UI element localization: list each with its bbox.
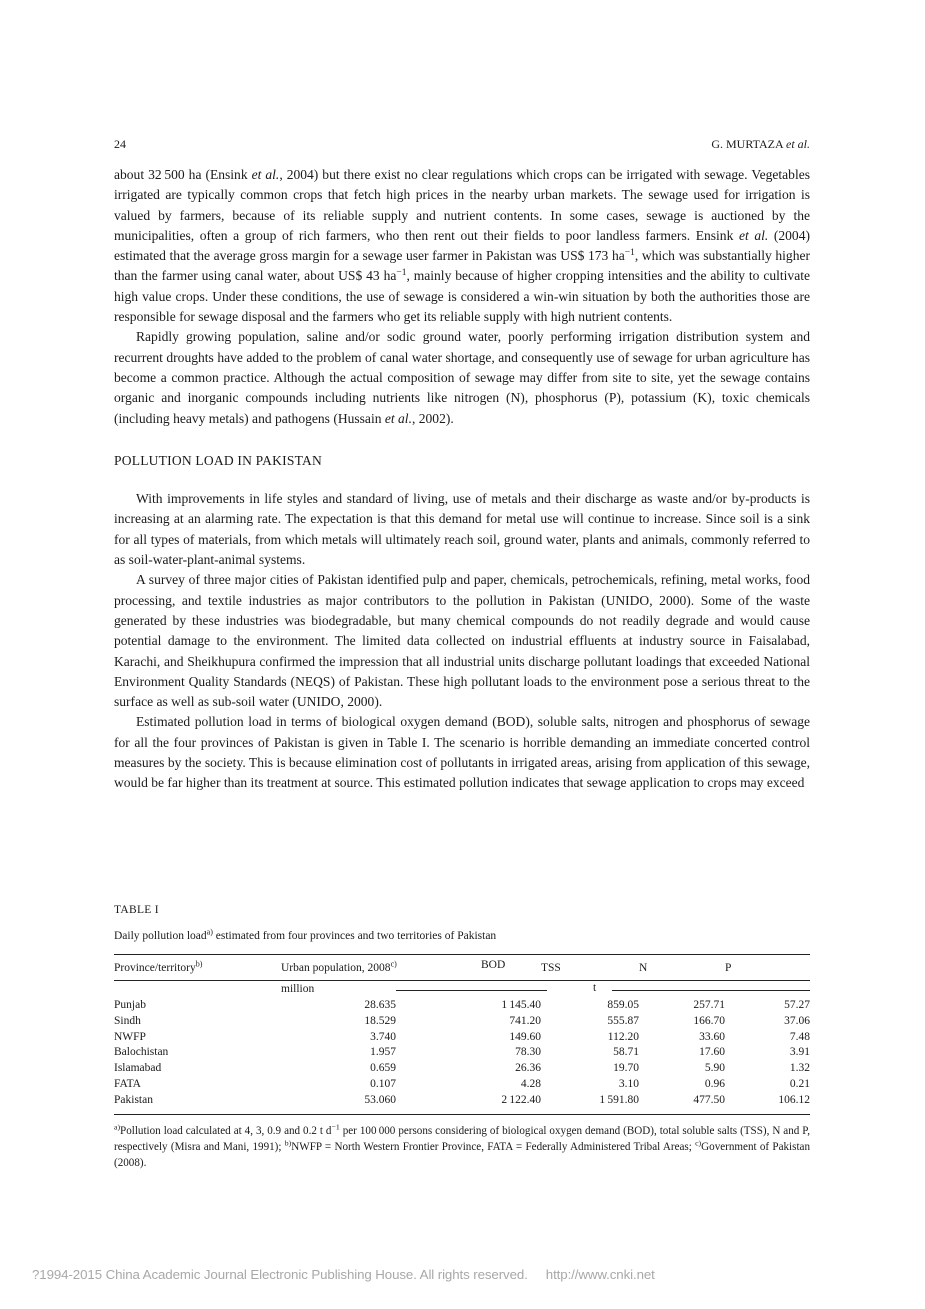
paragraph-5: Estimated pollution load in terms of biological oxygen demand (BOD), soluble salts, nitrogen and phosphorus of sewage for all the four provinces of Pakistan is given in Table I. The scenario is horrible demanding an immediate concerted control measures by the society. This is because elimination cost of pollutants in irrigated areas, arising from application of this sewage, would be far higher than its treatment at source. This estimated pollution indicates that sewage application to crops may exceed [114, 714, 810, 791]
footnote-mark-a: a) [114, 1122, 121, 1132]
cell-n: 257.71 [693, 999, 725, 1011]
authors-name: G. MURTAZA [711, 137, 786, 151]
footnote-c-text: Government of Pakistan (2008). [114, 1140, 810, 1169]
cell-tss: 1 591.80 [599, 1093, 639, 1106]
header-population-text: Urban population, 2008 [281, 961, 391, 974]
table-caption [114, 927, 810, 946]
cell-tss: 555.87 [607, 1014, 639, 1027]
header-p: P [725, 961, 732, 974]
cell-n: 0.96 [704, 1077, 725, 1090]
cell-province: FATA [114, 1077, 141, 1090]
cell-province: Punjab [114, 999, 146, 1011]
cell-n: 5.90 [704, 1062, 725, 1075]
cell-p: 37.06 [784, 1014, 810, 1027]
cell-province: Sindh [114, 1014, 141, 1027]
p1-text-e: , mainly because of higher cropping intensities and the ability to cultivate high value crops. Under these conditions, the use of sewage is considered a win-win situation by both the authorities those are responsible for sewage disposal and the farmers who get its reliable supply with high nutrient contents. [114, 268, 810, 325]
cell-p: 3.91 [789, 1046, 810, 1059]
cell-bod: 26.36 [515, 1062, 541, 1075]
units-bracket-right [612, 990, 810, 991]
cell-bod: 4.28 [520, 1077, 541, 1090]
header-province-text: Province/territory [114, 961, 196, 974]
header-n: N [639, 961, 648, 974]
paragraph-3: With improvements in life styles and standard of living, use of metals and their discharge as waste and/or by-products is increasing at an alarming rate. The expectation is that this demand for metal use will continue to increase. Since soil is a sink for all types of materials, from which metals will ultimately reach soil, ground water, plants and animals, commonly referred to as soil-water-plant-animal systems. [114, 491, 810, 568]
cell-province: Islamabad [114, 1062, 162, 1075]
units-province-empty [114, 981, 281, 998]
table-row [114, 1014, 810, 1030]
table-row [114, 1045, 810, 1061]
paragraph-2 [114, 327, 810, 428]
cell-province: Balochistan [114, 1046, 169, 1059]
footnote-b-text: NWFP = North Western Frontier Province, FATA = Federally Administered Tribal Areas; [291, 1140, 696, 1153]
watermark-copyright: ?1994-2015 China Academic Journal Electronic Publishing House. All rights reserved. [32, 1267, 528, 1282]
cell-province: Pakistan [114, 1093, 153, 1106]
header-tss: TSS [541, 961, 561, 974]
header-province-mark: b) [195, 959, 203, 969]
cell-p: 0.21 [789, 1077, 810, 1090]
cell-population: 18.529 [364, 1014, 396, 1027]
copyright-watermark [32, 1267, 655, 1282]
table-bottom-rule [114, 1114, 810, 1115]
cell-p: 106.12 [778, 1093, 810, 1106]
caption-text-a: Daily pollution load [114, 930, 207, 942]
cell-bod: 741.20 [509, 1014, 541, 1027]
units-loads-label: t [593, 982, 597, 994]
footnote-a-text-1: Pollution load calculated at 4, 3, 0.9 and 0.2 t d [120, 1124, 332, 1137]
cell-tss: 112.20 [607, 1030, 639, 1043]
cell-bod: 1 145.40 [501, 999, 541, 1011]
cell-population: 0.107 [370, 1077, 396, 1090]
caption-footnote-mark: a) [206, 927, 213, 937]
table-header-row [114, 955, 810, 980]
table-row [114, 1030, 810, 1046]
units-bracket-left [396, 990, 547, 991]
units-loads [396, 981, 810, 998]
cell-tss: 58.71 [613, 1046, 639, 1059]
p2-text-a: Rapidly growing population, saline and/or sodic ground water, poorly performing irrigation distribution system and recurrent droughts have added to the problem of canal water shortage, and consequently use of sewage for urban agriculture has become a common practice. Although the actual composition of sewage may differ from site to site, yet the sewage contains organic and inorganic compounds including nutrients like nitrogen (N), phosphorus (P), potassium (K), toxic chemicals (including heavy metals) and pathogens (Hussain [114, 329, 810, 426]
p1-text-d: , which was substantially higher than the farmer using canal water, about US$ 43 ha [114, 248, 810, 284]
table-row [114, 998, 810, 1014]
body-text [114, 165, 810, 794]
cell-n: 17.60 [699, 1046, 725, 1059]
cell-tss: 859.05 [607, 999, 639, 1011]
header-province [114, 955, 281, 980]
cell-n: 477.50 [693, 1093, 725, 1106]
footnote-mark-c: c) [695, 1138, 702, 1148]
p2-etal: et al. [384, 410, 412, 426]
cell-tss: 3.10 [618, 1077, 639, 1090]
paragraph-1 [114, 165, 810, 327]
running-head-authors [711, 137, 810, 152]
cell-population: 1.957 [370, 1046, 396, 1059]
p2-text-b: , 2002). [411, 410, 454, 426]
cell-n: 166.70 [693, 1014, 725, 1027]
p1-superscript-1: −1 [624, 247, 635, 258]
cell-population: 28.635 [364, 999, 396, 1011]
table-row [114, 1093, 810, 1109]
cell-population: 53.060 [364, 1093, 396, 1106]
units-population: million [281, 982, 315, 995]
cell-p: 57.27 [784, 999, 810, 1011]
cell-n: 33.60 [699, 1030, 725, 1043]
watermark-url: http://www.cnki.net [545, 1267, 655, 1282]
authors-etal: et al. [786, 137, 810, 151]
table-footnote [114, 1123, 810, 1171]
p1-text-a: about 32 500 ha (Ensink [114, 167, 252, 182]
caption-text-b: estimated from four provinces and two territories of Pakistan [212, 930, 497, 942]
pollution-table-body [114, 981, 810, 1109]
footnote-mark-b: b) [284, 1138, 292, 1148]
cell-p: 1.32 [789, 1062, 810, 1075]
p1-text-c: (2004) estimated that the average gross margin for a sewage user farmer in Pakistan was US$ 173 ha [114, 227, 810, 264]
cell-tss: 19.70 [613, 1062, 639, 1075]
page-number: 24 [114, 137, 126, 151]
table-row [114, 1061, 810, 1077]
cell-population: 0.659 [370, 1062, 396, 1075]
table-label: TABLE I [114, 904, 159, 916]
table-1 [114, 904, 810, 1171]
section-heading: POLLUTION LOAD IN PAKISTAN [114, 452, 322, 468]
p1-etal-2: et al. [738, 227, 769, 243]
cell-population: 3.740 [370, 1030, 396, 1043]
footnote-a-text-2: per 100 000 persons considering of biological oxygen demand (BOD), total soluble salts (TSS), N and P, respectively (Misra and Mani, 1991); [114, 1124, 810, 1153]
footnote-a-exponent: −1 [331, 1122, 340, 1132]
cell-bod: 149.60 [509, 1030, 541, 1043]
p1-etal-1: et al. [251, 167, 280, 182]
cell-bod: 2 122.40 [501, 1093, 541, 1106]
p1-text-b: , 2004) but there exist no clear regulations which crops can be irrigated with sewage. Vegetables irrigated are typically common crops that fetch high prices in the nearby urban markets. The sewage used for irrigation is valued by farmers, because of its reliable supply and nutrient contents. In some cases, sewage is auctioned by the municipalities, often a group of rich farmers, who then rent out their fields to poor landless farmers. Ensink [114, 167, 810, 243]
cell-bod: 78.30 [515, 1046, 541, 1059]
cell-p: 7.48 [789, 1030, 810, 1043]
header-bod: BOD [481, 959, 506, 971]
units-row [114, 981, 810, 998]
running-head [114, 137, 810, 153]
paragraph-4: A survey of three major cities of Pakistan identified pulp and paper, chemicals, petrochemicals, refining, metal works, food processing, and textile industries as major contributors to the pollution in Pakistan (UNIDO, 2000). Some of the waste generated by these industries was biodegradable, but many chemical compounds do not readily degrade and would cause potential damage to the environment. The limited data collected on industrial effluents at industry source in Faisalabad, Karachi, and Sheikhupura confirmed the impression that all industrial units discharge pollutant loadings that exceeded National Environment Quality Standards (NEQS) of Pakistan. These high pollutant loads to the environment pose a serious threat to the surface as well as sub-soil water (UNIDO, 2000). [114, 572, 810, 710]
header-population-mark: c) [390, 959, 397, 969]
cell-province: NWFP [114, 1030, 146, 1043]
p1-superscript-2: −1 [396, 268, 407, 279]
pollution-table [114, 955, 810, 980]
table-row [114, 1077, 810, 1093]
